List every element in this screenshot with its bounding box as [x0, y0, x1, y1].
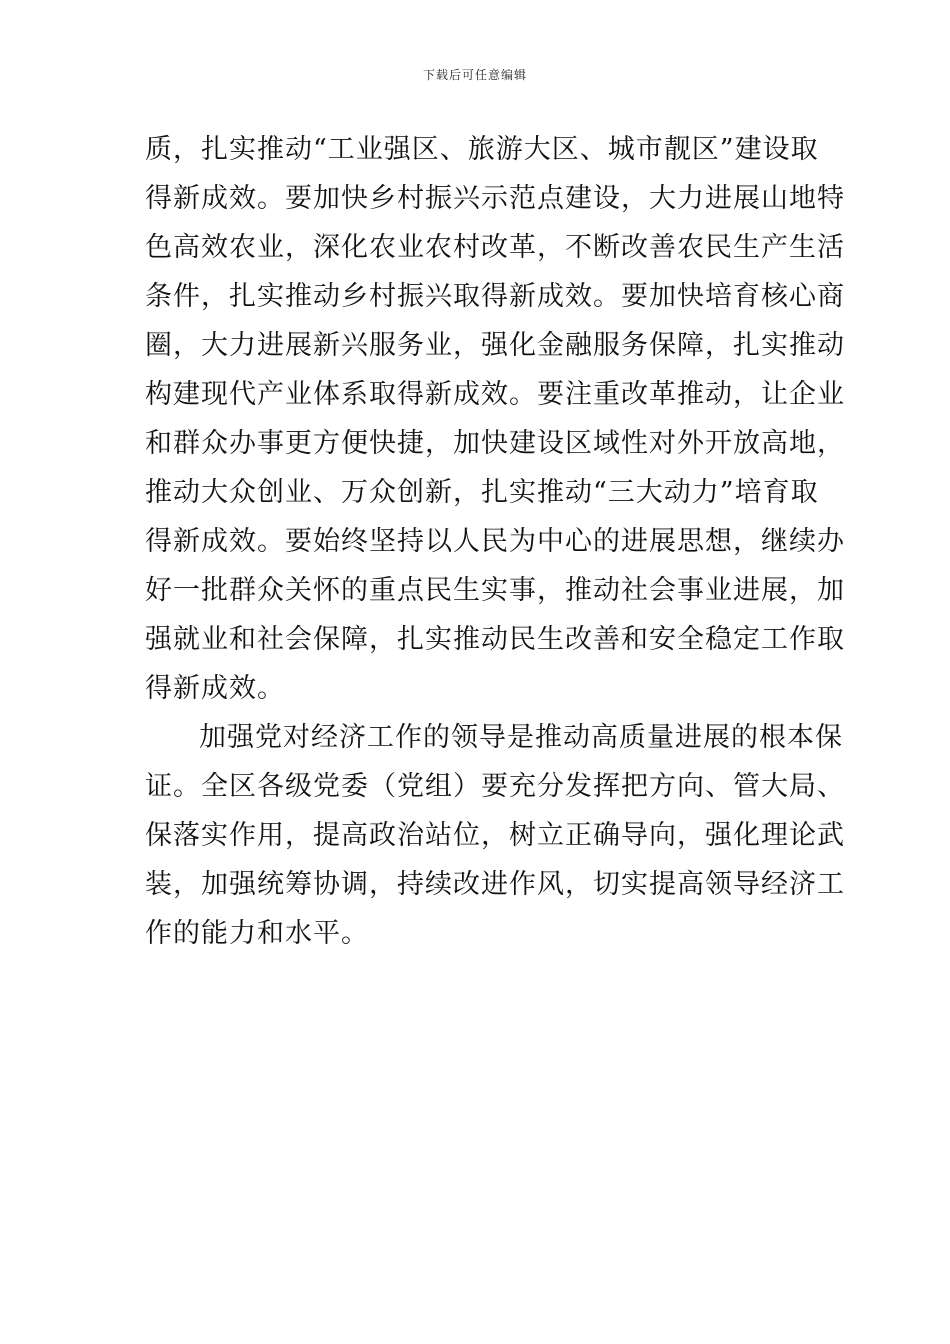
- paragraph-line: 和群众办事更方便快捷，加快建设区域性对外开放高地，: [145, 428, 845, 459]
- paragraph-1: [145, 125, 845, 713]
- paragraph-line: 得新成效。要始终坚持以人民为中心的进展思想，继续办: [145, 526, 845, 557]
- paragraph-line: 得新成效。要加快乡村振兴示范点建设，大力进展山地特: [145, 183, 845, 214]
- paragraph-line: 证。全区各级党委（党组）要充分发挥把方向、管大局、: [145, 771, 845, 802]
- paragraph-line: 推动大众创业、万众创新，扎实推动“三大动力”培育取: [145, 477, 819, 508]
- paragraph-2: [145, 713, 845, 958]
- document-body: [145, 125, 845, 958]
- paragraph-line: 作的能力和水平。: [145, 918, 369, 949]
- paragraph-line: 条件，扎实推动乡村振兴取得新成效。要加快培育核心商: [145, 281, 845, 312]
- paragraph-line: 圈，大力进展新兴服务业，强化金融服务保障，扎实推动: [145, 330, 845, 361]
- paragraph-line: 好一批群众关怀的重点民生实事，推动社会事业进展，加: [145, 575, 845, 606]
- paragraph-line: 强就业和社会保障，扎实推动民生改善和安全稳定工作取: [145, 624, 845, 655]
- paragraph-line: 色高效农业，深化农业农村改革，不断改善农民生产生活: [145, 232, 845, 263]
- paragraph-line: 构建现代产业体系取得新成效。要注重改革推动，让企业: [145, 379, 845, 410]
- paragraph-line: 保落实作用，提高政治站位，树立正确导向，强化理论武: [145, 820, 845, 851]
- paragraph-line: 加强党对经济工作的领导是推动高质量进展的根本保: [199, 722, 843, 753]
- paragraph-line: 得新成效。: [145, 673, 285, 704]
- paragraph-line: 装，加强统筹协调，持续改进作风，切实提高领导经济工: [145, 869, 845, 900]
- page-header: 下载后可任意编辑: [422, 68, 527, 82]
- paragraph-line: 质，扎实推动“工业强区、旅游大区、城市靓区”建设取: [145, 134, 819, 165]
